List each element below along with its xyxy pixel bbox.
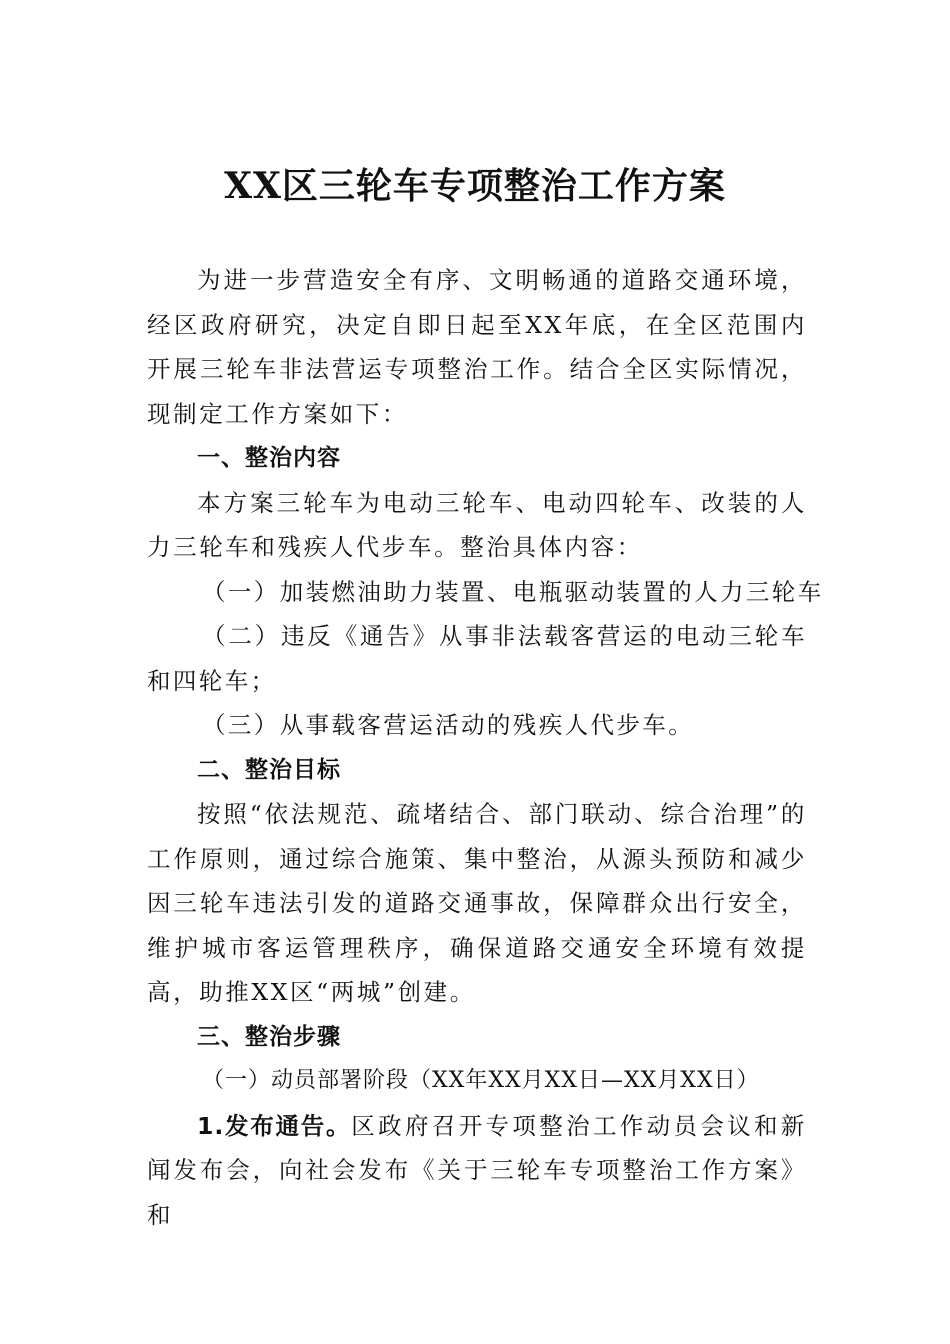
document-body bbox=[147, 258, 824, 1237]
content-item-2: （二）违反《通告》从事非法载客营运的电动三轮车和四轮车； bbox=[147, 622, 807, 695]
section-heading-goals: 二、整治目标 bbox=[197, 756, 341, 783]
step-1-paragraph bbox=[147, 1104, 807, 1238]
section-heading-content: 一、整治内容 bbox=[197, 445, 341, 471]
section-heading-steps: 三、整治步骤 bbox=[197, 1023, 341, 1050]
section-goals-paragraph: 按照“依法规范、疏堵结合、部门联动、综合治理”的工作原则，通过综合施策、集中整治，从源头预防和减少因三轮车违法引发的道路交通事故，保障群众出行安全，维护城市客运管理秩序，确保道路交通安全环境有效提高，助推XX区“两城”创建。 bbox=[147, 800, 807, 1006]
content-item-3: （三）从事载客营运活动的残疾人代步车。 bbox=[202, 711, 695, 739]
section-content-paragraph: 本方案三轮车为电动三轮车、电动四轮车、改装的人力三轮车和残疾人代步车。整治具体内容： bbox=[147, 488, 807, 561]
step-1-text: 区政府召开专项整治工作动员会议和新闻发布会，向社会发布《关于三轮车专项整治工作方案》和 bbox=[147, 1111, 808, 1229]
document-title: XX区三轮车专项整治工作方案 bbox=[224, 165, 726, 207]
step-1-lead: 1.发布通告。 bbox=[197, 1111, 352, 1140]
stage-heading-1: （一）动员部署阶段（XX年XX月XX日—XX月XX日） bbox=[202, 1068, 760, 1093]
content-item-1: （一）加装燃油助力装置、电瓶驱动装置的人力三轮车 bbox=[202, 577, 824, 606]
intro-paragraph: 为进一步营造安全有序、文明畅通的道路交通环境，经区政府研究，决定自即日起至XX年底，在全区范围内开展三轮车非法营运专项整治工作。结合全区实际情况，现制定工作方案如下： bbox=[147, 266, 807, 428]
